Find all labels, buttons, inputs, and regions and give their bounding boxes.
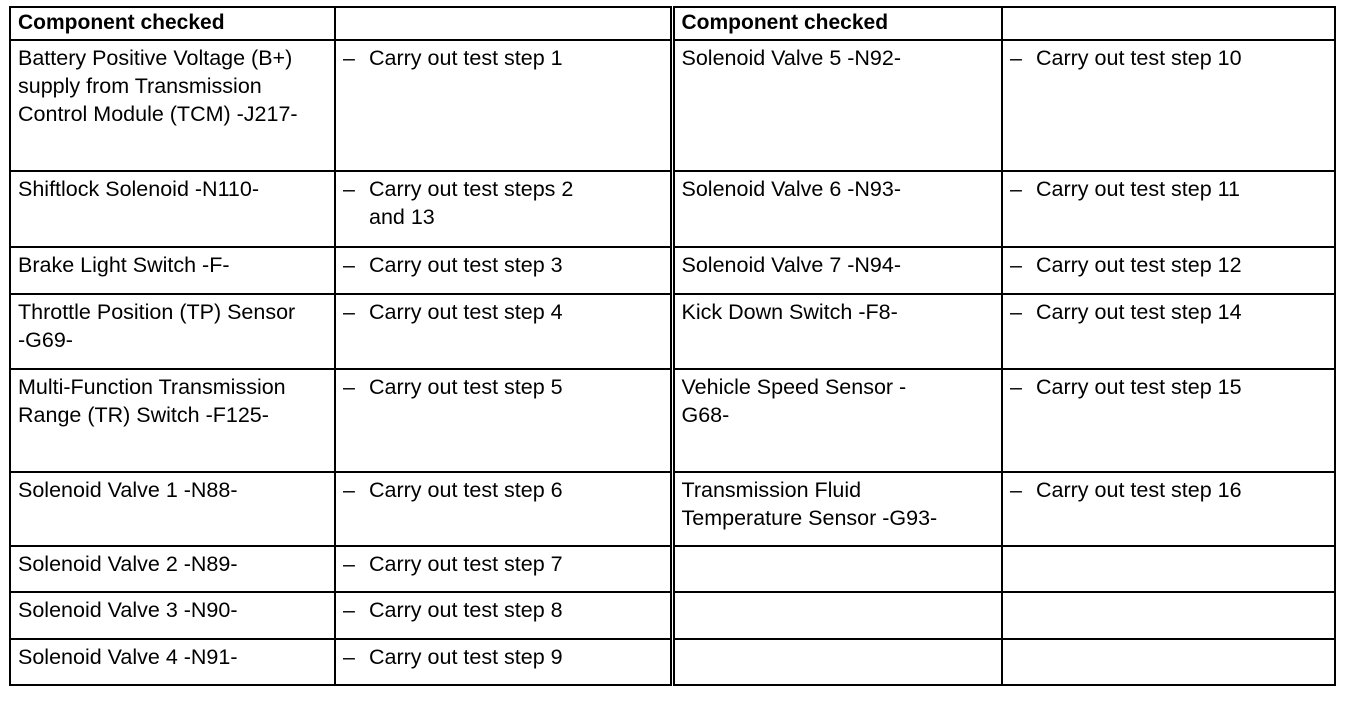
dash-marker: – xyxy=(1010,253,1022,277)
dash-marker: – xyxy=(343,478,355,502)
dash-marker: – xyxy=(343,552,355,576)
dash-marker: – xyxy=(343,375,355,399)
table-row xyxy=(10,294,1335,369)
left-action-text: Carry out test steps 2 and 13 xyxy=(369,177,574,229)
right-action-text: Carry out test step 14 xyxy=(1036,300,1242,324)
right-component-cell: Solenoid Valve 5 -N92- xyxy=(672,40,1002,171)
right-action-text: Carry out test step 11 xyxy=(1036,177,1240,201)
left-action-cell xyxy=(335,546,672,592)
table-row xyxy=(10,369,1335,472)
header-right-action xyxy=(1002,7,1335,40)
left-action-text: Carry out test step 3 xyxy=(369,253,563,277)
dash-marker: – xyxy=(343,300,355,324)
table-row xyxy=(10,171,1335,247)
left-action-cell xyxy=(335,592,672,639)
right-action-cell xyxy=(1002,592,1335,639)
left-component-text: Throttle Position (TP) Sensor -G69- xyxy=(18,300,296,352)
right-component-cell xyxy=(672,472,1002,546)
right-component-cell: Kick Down Switch -F8- xyxy=(672,294,1002,369)
table-row xyxy=(10,40,1335,171)
right-action-text: Carry out test step 12 xyxy=(1036,253,1242,277)
right-component-cell xyxy=(672,369,1002,472)
left-action-text: Carry out test step 1 xyxy=(369,46,563,70)
right-action-text: Carry out test step 10 xyxy=(1036,46,1242,70)
left-action-cell xyxy=(335,472,672,546)
left-action-cell xyxy=(335,171,672,247)
dash-marker: – xyxy=(343,598,355,622)
right-action-cell xyxy=(1002,40,1335,171)
left-action-text: Carry out test step 4 xyxy=(369,300,563,324)
left-component-cell: Solenoid Valve 4 -N91- xyxy=(10,639,335,685)
left-action-text: Carry out test step 6 xyxy=(369,478,563,502)
right-action-cell xyxy=(1002,171,1335,247)
left-action-cell xyxy=(335,40,672,171)
left-action-cell xyxy=(335,369,672,472)
right-action-cell xyxy=(1002,247,1335,294)
right-action-text: Carry out test step 16 xyxy=(1036,478,1242,502)
right-action-cell xyxy=(1002,546,1335,592)
table-row xyxy=(10,472,1335,546)
right-component-cell xyxy=(672,546,1002,592)
left-component-text: Multi-Function Transmission Range (TR) Switch -F125- xyxy=(18,375,286,427)
header-left-action xyxy=(335,7,672,40)
dash-marker: – xyxy=(343,177,355,201)
right-component-cell xyxy=(672,639,1002,685)
left-component-cell xyxy=(10,294,335,369)
right-component-cell xyxy=(672,592,1002,639)
header-right-component: Component checked xyxy=(672,7,1002,40)
left-component-cell: Solenoid Valve 3 -N90- xyxy=(10,592,335,639)
right-action-text: Carry out test step 15 xyxy=(1036,375,1242,399)
left-component-cell: Brake Light Switch -F- xyxy=(10,247,335,294)
left-component-cell: Battery Positive Voltage (B+) supply from Transmission Control Module (TCM) -J217- xyxy=(10,40,335,171)
left-action-text: Carry out test step 5 xyxy=(369,375,563,399)
table-row xyxy=(10,639,1335,685)
dash-marker: – xyxy=(343,645,355,669)
left-action-text: Carry out test step 8 xyxy=(369,598,563,622)
right-component-cell: Solenoid Valve 7 -N94- xyxy=(672,247,1002,294)
dash-marker: – xyxy=(1010,300,1022,324)
left-action-text: Carry out test step 7 xyxy=(369,552,563,576)
table-header-row xyxy=(10,7,1335,40)
right-action-cell xyxy=(1002,472,1335,546)
table-row xyxy=(10,247,1335,294)
dash-marker: – xyxy=(1010,375,1022,399)
dash-marker: – xyxy=(1010,177,1022,201)
right-component-text: Vehicle Speed Sensor -G68- xyxy=(681,375,907,427)
component-check-table xyxy=(9,6,1336,686)
left-component-cell: Solenoid Valve 2 -N89- xyxy=(10,546,335,592)
dash-marker: – xyxy=(343,253,355,277)
left-action-text: Carry out test step 9 xyxy=(369,645,563,669)
right-action-cell xyxy=(1002,369,1335,472)
left-action-cell xyxy=(335,639,672,685)
header-left-component: Component checked xyxy=(10,7,335,40)
right-action-cell xyxy=(1002,294,1335,369)
dash-marker: – xyxy=(343,46,355,70)
table-row xyxy=(10,546,1335,592)
table-row xyxy=(10,592,1335,639)
right-component-cell: Solenoid Valve 6 -N93- xyxy=(672,171,1002,247)
left-action-cell xyxy=(335,247,672,294)
left-component-cell: Shiftlock Solenoid -N110- xyxy=(10,171,335,247)
left-component-cell xyxy=(10,369,335,472)
right-action-cell xyxy=(1002,639,1335,685)
dash-marker: – xyxy=(1010,478,1022,502)
document-page xyxy=(9,6,1336,686)
left-action-cell xyxy=(335,294,672,369)
right-component-text: Transmission Fluid Temperature Sensor -G93- xyxy=(681,478,938,530)
left-component-cell: Solenoid Valve 1 -N88- xyxy=(10,472,335,546)
dash-marker: – xyxy=(1010,46,1022,70)
